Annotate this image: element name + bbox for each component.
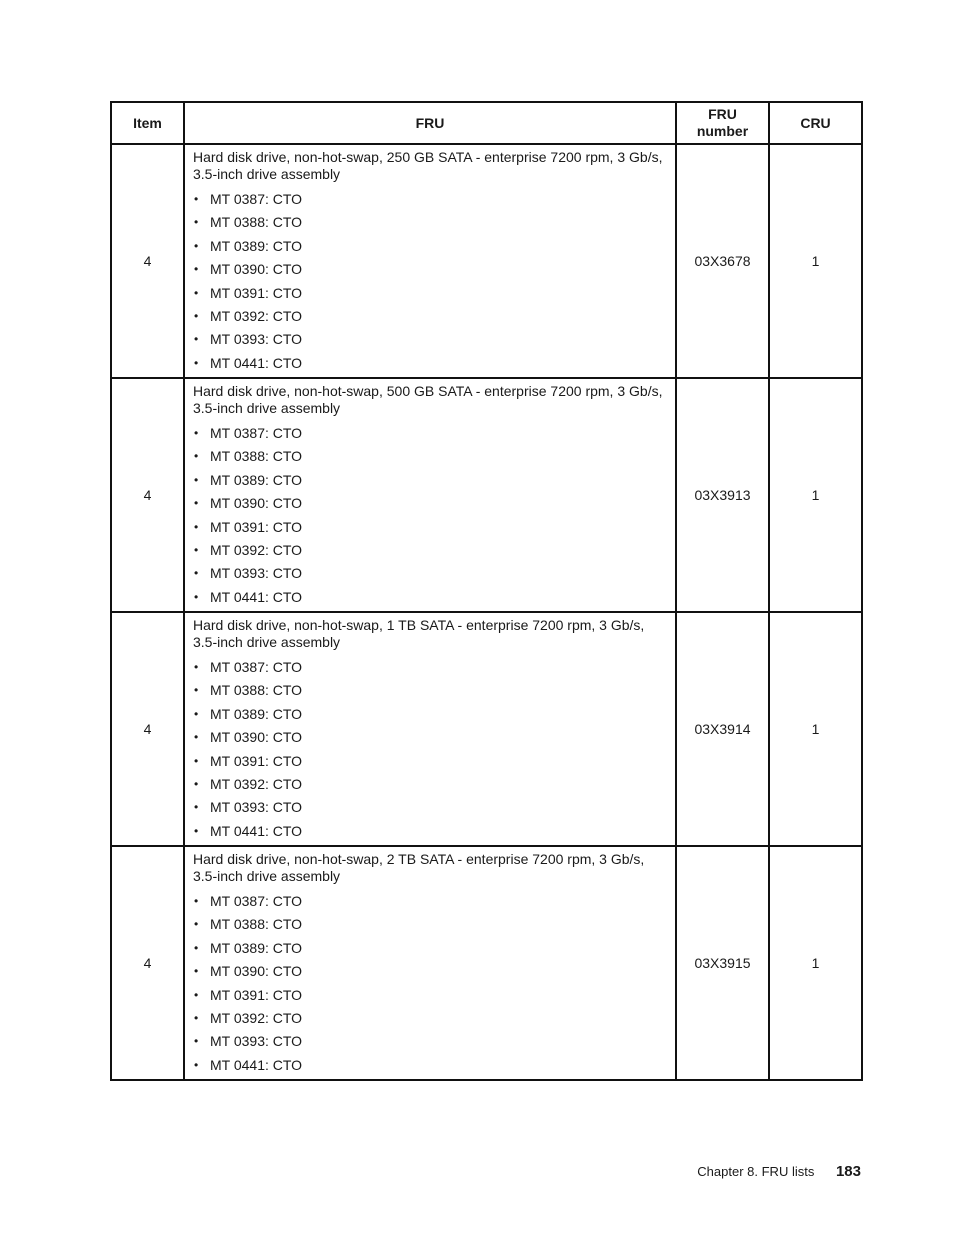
bullet-icon: • [194, 192, 199, 206]
item-cell: 4 [111, 612, 184, 846]
machine-type-list [193, 890, 667, 1077]
cru-cell: 1 [769, 846, 862, 1080]
machine-type-text: MT 0392: CTO [210, 1009, 303, 1026]
bullet-icon: • [194, 355, 199, 370]
machine-type-text: MT 0387: CTO [210, 425, 303, 441]
item-cell: 4 [111, 378, 184, 612]
item-cell: 4 [111, 846, 184, 1080]
machine-type-list [193, 656, 667, 843]
list-item [193, 258, 667, 281]
list-item [193, 562, 667, 585]
cru-cell: 1 [769, 612, 862, 846]
list-item [193, 352, 667, 375]
page-number: 183 [835, 1163, 861, 1180]
list-item [193, 235, 667, 258]
list-item [193, 1007, 667, 1030]
header-fru-number-line1: FRU [708, 106, 737, 122]
bullet-icon: • [194, 496, 199, 511]
machine-type-text: MT 0390: CTO [210, 963, 303, 980]
list-item [193, 984, 667, 1007]
item-cell: 4 [111, 144, 184, 378]
list-item [193, 820, 667, 843]
machine-type-text: MT 0389: CTO [210, 705, 303, 722]
table-row [111, 378, 862, 612]
list-item [193, 586, 667, 609]
list-item [193, 188, 667, 211]
list-item [193, 773, 667, 796]
fru-cell [184, 612, 676, 846]
bullet-icon: • [194, 566, 199, 581]
table-row [111, 612, 862, 846]
bullet-icon: • [194, 519, 199, 534]
cru-cell: 1 [769, 378, 862, 612]
bullet-icon: • [194, 730, 199, 745]
list-item [193, 1030, 667, 1053]
bullet-icon: • [194, 426, 199, 440]
list-item [193, 305, 667, 328]
bullet-icon: • [194, 987, 199, 1002]
list-item [193, 469, 667, 492]
list-item [193, 282, 667, 305]
machine-type-text: MT 0393: CTO [210, 1033, 303, 1050]
fru-description: Hard disk drive, non-hot-swap, 2 TB SATA - enterprise 7200 rpm, 3 Gb/s, 3.5-inch drive assembly [193, 851, 645, 884]
fru-table [110, 101, 863, 1081]
machine-type-text: MT 0388: CTO [210, 448, 303, 465]
list-item [193, 422, 667, 445]
bullet-icon: • [194, 823, 199, 838]
bullet-icon: • [194, 894, 199, 908]
header-cru: CRU [769, 102, 862, 144]
machine-type-text: MT 0391: CTO [210, 986, 303, 1003]
list-item [193, 492, 667, 515]
header-fru-number [676, 102, 769, 144]
list-item [193, 890, 667, 913]
machine-type-text: MT 0389: CTO [210, 939, 303, 956]
bullet-icon: • [194, 542, 199, 557]
table-body [111, 144, 862, 1080]
bullet-icon: • [194, 449, 199, 464]
list-item [193, 750, 667, 773]
machine-type-text: MT 0391: CTO [210, 518, 303, 535]
table-header-row [111, 102, 862, 144]
bullet-icon: • [194, 1057, 199, 1072]
list-item [193, 445, 667, 468]
bullet-icon: • [194, 1034, 199, 1049]
list-item [193, 516, 667, 539]
machine-type-text: MT 0388: CTO [210, 916, 303, 933]
list-item [193, 1054, 667, 1077]
machine-type-text: MT 0441: CTO [210, 354, 303, 371]
bullet-icon: • [194, 706, 199, 721]
machine-type-text: MT 0387: CTO [210, 191, 303, 207]
machine-type-text: MT 0390: CTO [210, 495, 303, 512]
fru-description: Hard disk drive, non-hot-swap, 250 GB SATA - enterprise 7200 rpm, 3 Gb/s, 3.5-inch drive assembly [193, 149, 663, 182]
fru-number-cell: 03X3914 [676, 612, 769, 846]
fru-description: Hard disk drive, non-hot-swap, 500 GB SATA - enterprise 7200 rpm, 3 Gb/s, 3.5-inch drive assembly [193, 383, 663, 416]
bullet-icon: • [194, 215, 199, 230]
machine-type-list [193, 422, 667, 609]
machine-type-text: MT 0391: CTO [210, 284, 303, 301]
bullet-icon: • [194, 753, 199, 768]
machine-type-text: MT 0388: CTO [210, 214, 303, 231]
machine-type-text: MT 0389: CTO [210, 237, 303, 254]
table-row [111, 144, 862, 378]
machine-type-text: MT 0393: CTO [210, 799, 303, 816]
bullet-icon: • [194, 238, 199, 253]
bullet-icon: • [194, 964, 199, 979]
fru-description: Hard disk drive, non-hot-swap, 1 TB SATA - enterprise 7200 rpm, 3 Gb/s, 3.5-inch drive assembly [193, 617, 645, 650]
table-row [111, 846, 862, 1080]
list-item [193, 937, 667, 960]
machine-type-text: MT 0392: CTO [210, 307, 303, 324]
machine-type-text: MT 0391: CTO [210, 752, 303, 769]
list-item [193, 328, 667, 351]
bullet-icon: • [194, 1010, 199, 1025]
bullet-icon: • [194, 332, 199, 347]
fru-cell [184, 144, 676, 378]
list-item [193, 796, 667, 819]
fru-cell [184, 378, 676, 612]
bullet-icon: • [194, 776, 199, 791]
footer-chapter: Chapter 8. FRU lists [697, 1164, 815, 1179]
machine-type-text: MT 0441: CTO [210, 588, 303, 605]
fru-number-cell: 03X3678 [676, 144, 769, 378]
machine-type-text: MT 0393: CTO [210, 331, 303, 348]
machine-type-text: MT 0387: CTO [210, 893, 303, 909]
list-item [193, 679, 667, 702]
fru-number-cell: 03X3915 [676, 846, 769, 1080]
list-item [193, 960, 667, 983]
bullet-icon: • [194, 800, 199, 815]
fru-number-cell: 03X3913 [676, 378, 769, 612]
machine-type-text: MT 0390: CTO [210, 729, 303, 746]
machine-type-list [193, 188, 667, 375]
header-fru: FRU [184, 102, 676, 144]
bullet-icon: • [194, 308, 199, 323]
page-footer [697, 1163, 861, 1180]
bullet-icon: • [194, 285, 199, 300]
machine-type-text: MT 0392: CTO [210, 775, 303, 792]
machine-type-text: MT 0393: CTO [210, 565, 303, 582]
list-item [193, 703, 667, 726]
header-item: Item [111, 102, 184, 144]
bullet-icon: • [194, 262, 199, 277]
list-item [193, 656, 667, 679]
list-item [193, 539, 667, 562]
bullet-icon: • [194, 917, 199, 932]
bullet-icon: • [194, 683, 199, 698]
machine-type-text: MT 0388: CTO [210, 682, 303, 699]
machine-type-text: MT 0392: CTO [210, 541, 303, 558]
list-item [193, 913, 667, 936]
fru-cell [184, 846, 676, 1080]
bullet-icon: • [194, 589, 199, 604]
machine-type-text: MT 0390: CTO [210, 261, 303, 278]
machine-type-text: MT 0387: CTO [210, 659, 303, 675]
machine-type-text: MT 0441: CTO [210, 1056, 303, 1073]
bullet-icon: • [194, 472, 199, 487]
machine-type-text: MT 0389: CTO [210, 471, 303, 488]
list-item [193, 726, 667, 749]
header-fru-number-line2: number [696, 123, 749, 139]
cru-cell: 1 [769, 144, 862, 378]
list-item [193, 211, 667, 234]
bullet-icon: • [194, 940, 199, 955]
machine-type-text: MT 0441: CTO [210, 822, 303, 839]
bullet-icon: • [194, 660, 199, 674]
